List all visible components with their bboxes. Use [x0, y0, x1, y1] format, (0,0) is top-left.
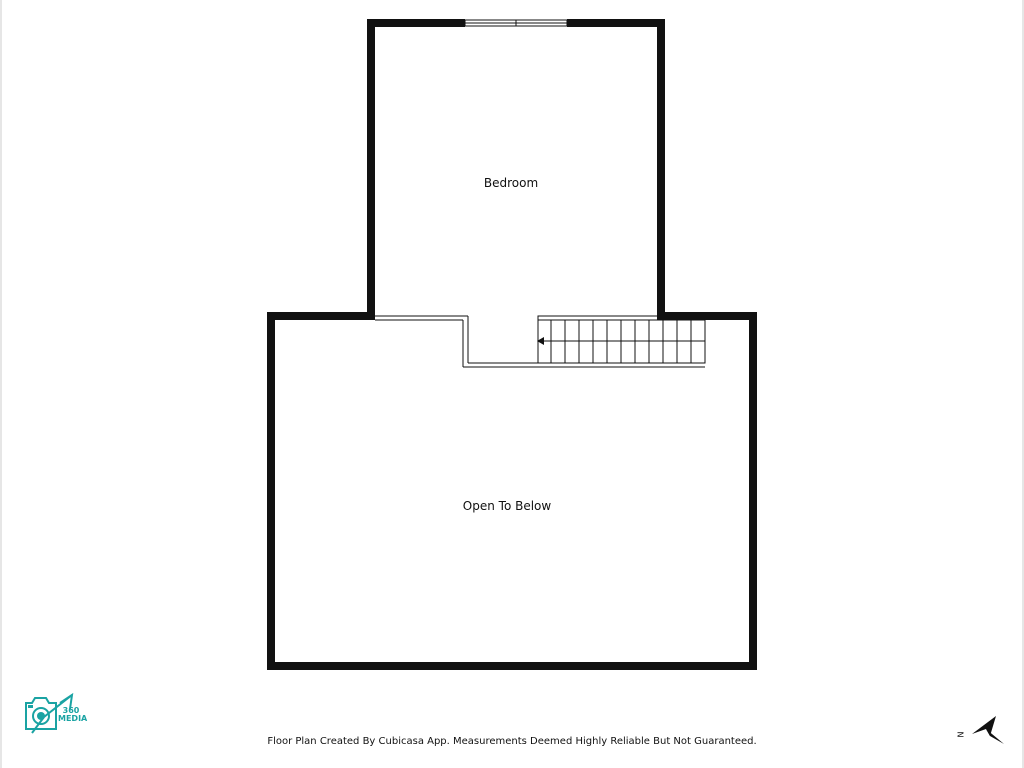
- room-label-bedroom: Bedroom: [483, 176, 539, 190]
- open-to-below-walls: [267, 312, 757, 670]
- north-arrow-icon: [956, 712, 1006, 746]
- room-label-open-to-below: Open To Below: [462, 499, 552, 513]
- logo-text: 360 MEDIA: [58, 706, 88, 723]
- staircase: [538, 316, 705, 363]
- disclaimer-text: Floor Plan Created By Cubicasa App. Measurements Deemed Highly Reliable But Not Guaranteed.: [267, 736, 757, 747]
- compass-letter: N: [956, 731, 966, 738]
- bedroom-window: [465, 20, 567, 26]
- compass: [956, 712, 1006, 746]
- bedroom-walls: [367, 19, 665, 319]
